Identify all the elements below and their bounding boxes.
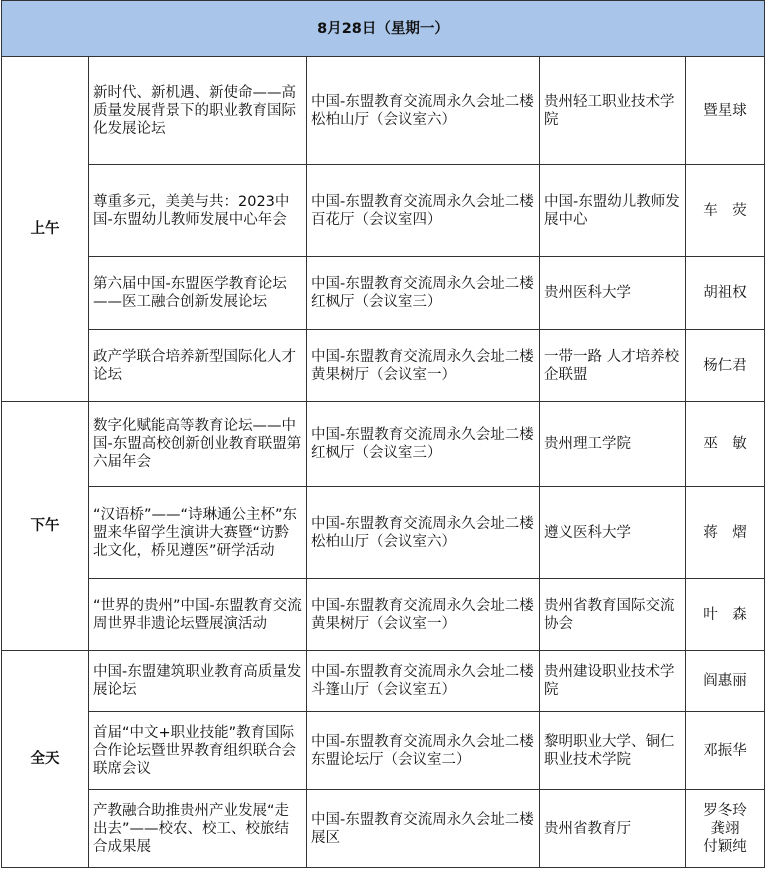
contact-person: 阎惠丽	[686, 651, 765, 712]
contact-person: 邓振华	[686, 712, 765, 790]
period-label-allday: 全天	[2, 651, 89, 868]
contact-person: 罗冬玲	[703, 802, 747, 819]
organizer: 贵州理工学院	[540, 402, 686, 487]
forum-name: 数字化赋能高等教育论坛——中国-东盟高校创新创业教育联盟第六届年会	[89, 402, 307, 487]
table-row	[2, 257, 765, 330]
venue: 中国-东盟教育交流周永久会址二楼东盟论坛厅（会议室二）	[307, 712, 540, 790]
organizer: 贵州医科大学	[540, 257, 686, 330]
header-row	[2, 1, 765, 57]
contact-person: 车 荧	[686, 165, 765, 257]
organizer: 中国-东盟幼儿教师发展中心	[540, 165, 686, 257]
venue: 中国-东盟教育交流周永久会址二楼松柏山厅（会议室六）	[307, 57, 540, 165]
venue: 中国-东盟教育交流周永久会址二楼黄果树厅（会议室一）	[307, 330, 540, 402]
contact-persons	[686, 790, 765, 868]
organizer: 黎明职业大学、铜仁职业技术学院	[540, 712, 686, 790]
contact-person: 叶 森	[686, 579, 765, 651]
forum-name: 产教融合助推贵州产业发展“走出去”——校农、校工、校旅结合成果展	[89, 790, 307, 868]
forum-name: “世界的贵州”中国-东盟教育交流周世界非遗论坛暨展演活动	[89, 579, 307, 651]
table-row	[2, 790, 765, 868]
venue: 中国-东盟教育交流周永久会址二楼红枫厅（会议室三）	[307, 257, 540, 330]
schedule-table	[1, 0, 765, 868]
contact-person: 巫 敏	[686, 402, 765, 487]
contact-person: 付颖纯	[703, 838, 747, 855]
table-row	[2, 487, 765, 579]
organizer: 贵州省教育厅	[540, 790, 686, 868]
forum-name: 政产学联合培养新型国际化人才论坛	[89, 330, 307, 402]
forum-name: 尊重多元，美美与共：2023中国-东盟幼儿教师发展中心年会	[89, 165, 307, 257]
venue: 中国-东盟教育交流周永久会址二楼百花厅（会议室四）	[307, 165, 540, 257]
table-row	[2, 651, 765, 712]
period-label-afternoon: 下午	[2, 402, 89, 651]
forum-name: 首届“中文+职业技能”教育国际合作论坛暨世界教育组织联合会联席会议	[89, 712, 307, 790]
contact-person: 胡祖权	[686, 257, 765, 330]
table-row	[2, 712, 765, 790]
forum-name: 中国-东盟建筑职业教育高质量发展论坛	[89, 651, 307, 712]
forum-name: 新时代、新机遇、新使命——高质量发展背景下的职业教育国际化发展论坛	[89, 57, 307, 165]
organizer: 贵州轻工职业技术学院	[540, 57, 686, 165]
venue: 中国-东盟教育交流周永久会址二楼斗篷山厅（会议室五）	[307, 651, 540, 712]
venue: 中国-东盟教育交流周永久会址二楼展区	[307, 790, 540, 868]
contact-person: 蒋 熠	[686, 487, 765, 579]
table-row	[2, 165, 765, 257]
organizer: 一带一路 人才培养校企联盟	[540, 330, 686, 402]
contact-person: 暨星球	[686, 57, 765, 165]
table-row	[2, 330, 765, 402]
table-row	[2, 579, 765, 651]
forum-name: 第六届中国-东盟医学教育论坛——医工融合创新发展论坛	[89, 257, 307, 330]
organizer: 遵义医科大学	[540, 487, 686, 579]
contact-person: 杨仁君	[686, 330, 765, 402]
date-title: 8月28日（星期一）	[2, 1, 765, 57]
venue: 中国-东盟教育交流周永久会址二楼黄果树厅（会议室一）	[307, 579, 540, 651]
period-label-morning: 上午	[2, 57, 89, 402]
contact-person: 龚翊	[710, 820, 740, 837]
table-row	[2, 402, 765, 487]
venue: 中国-东盟教育交流周永久会址二楼红枫厅（会议室三）	[307, 402, 540, 487]
organizer: 贵州省教育国际交流协会	[540, 579, 686, 651]
forum-name: “汉语桥”——“诗琳通公主杯”东盟来华留学生演讲大赛暨“访黔北文化，桥见遵医”研学活动	[89, 487, 307, 579]
table-row	[2, 57, 765, 165]
organizer: 贵州建设职业技术学院	[540, 651, 686, 712]
venue: 中国-东盟教育交流周永久会址二楼松柏山厅（会议室六）	[307, 487, 540, 579]
